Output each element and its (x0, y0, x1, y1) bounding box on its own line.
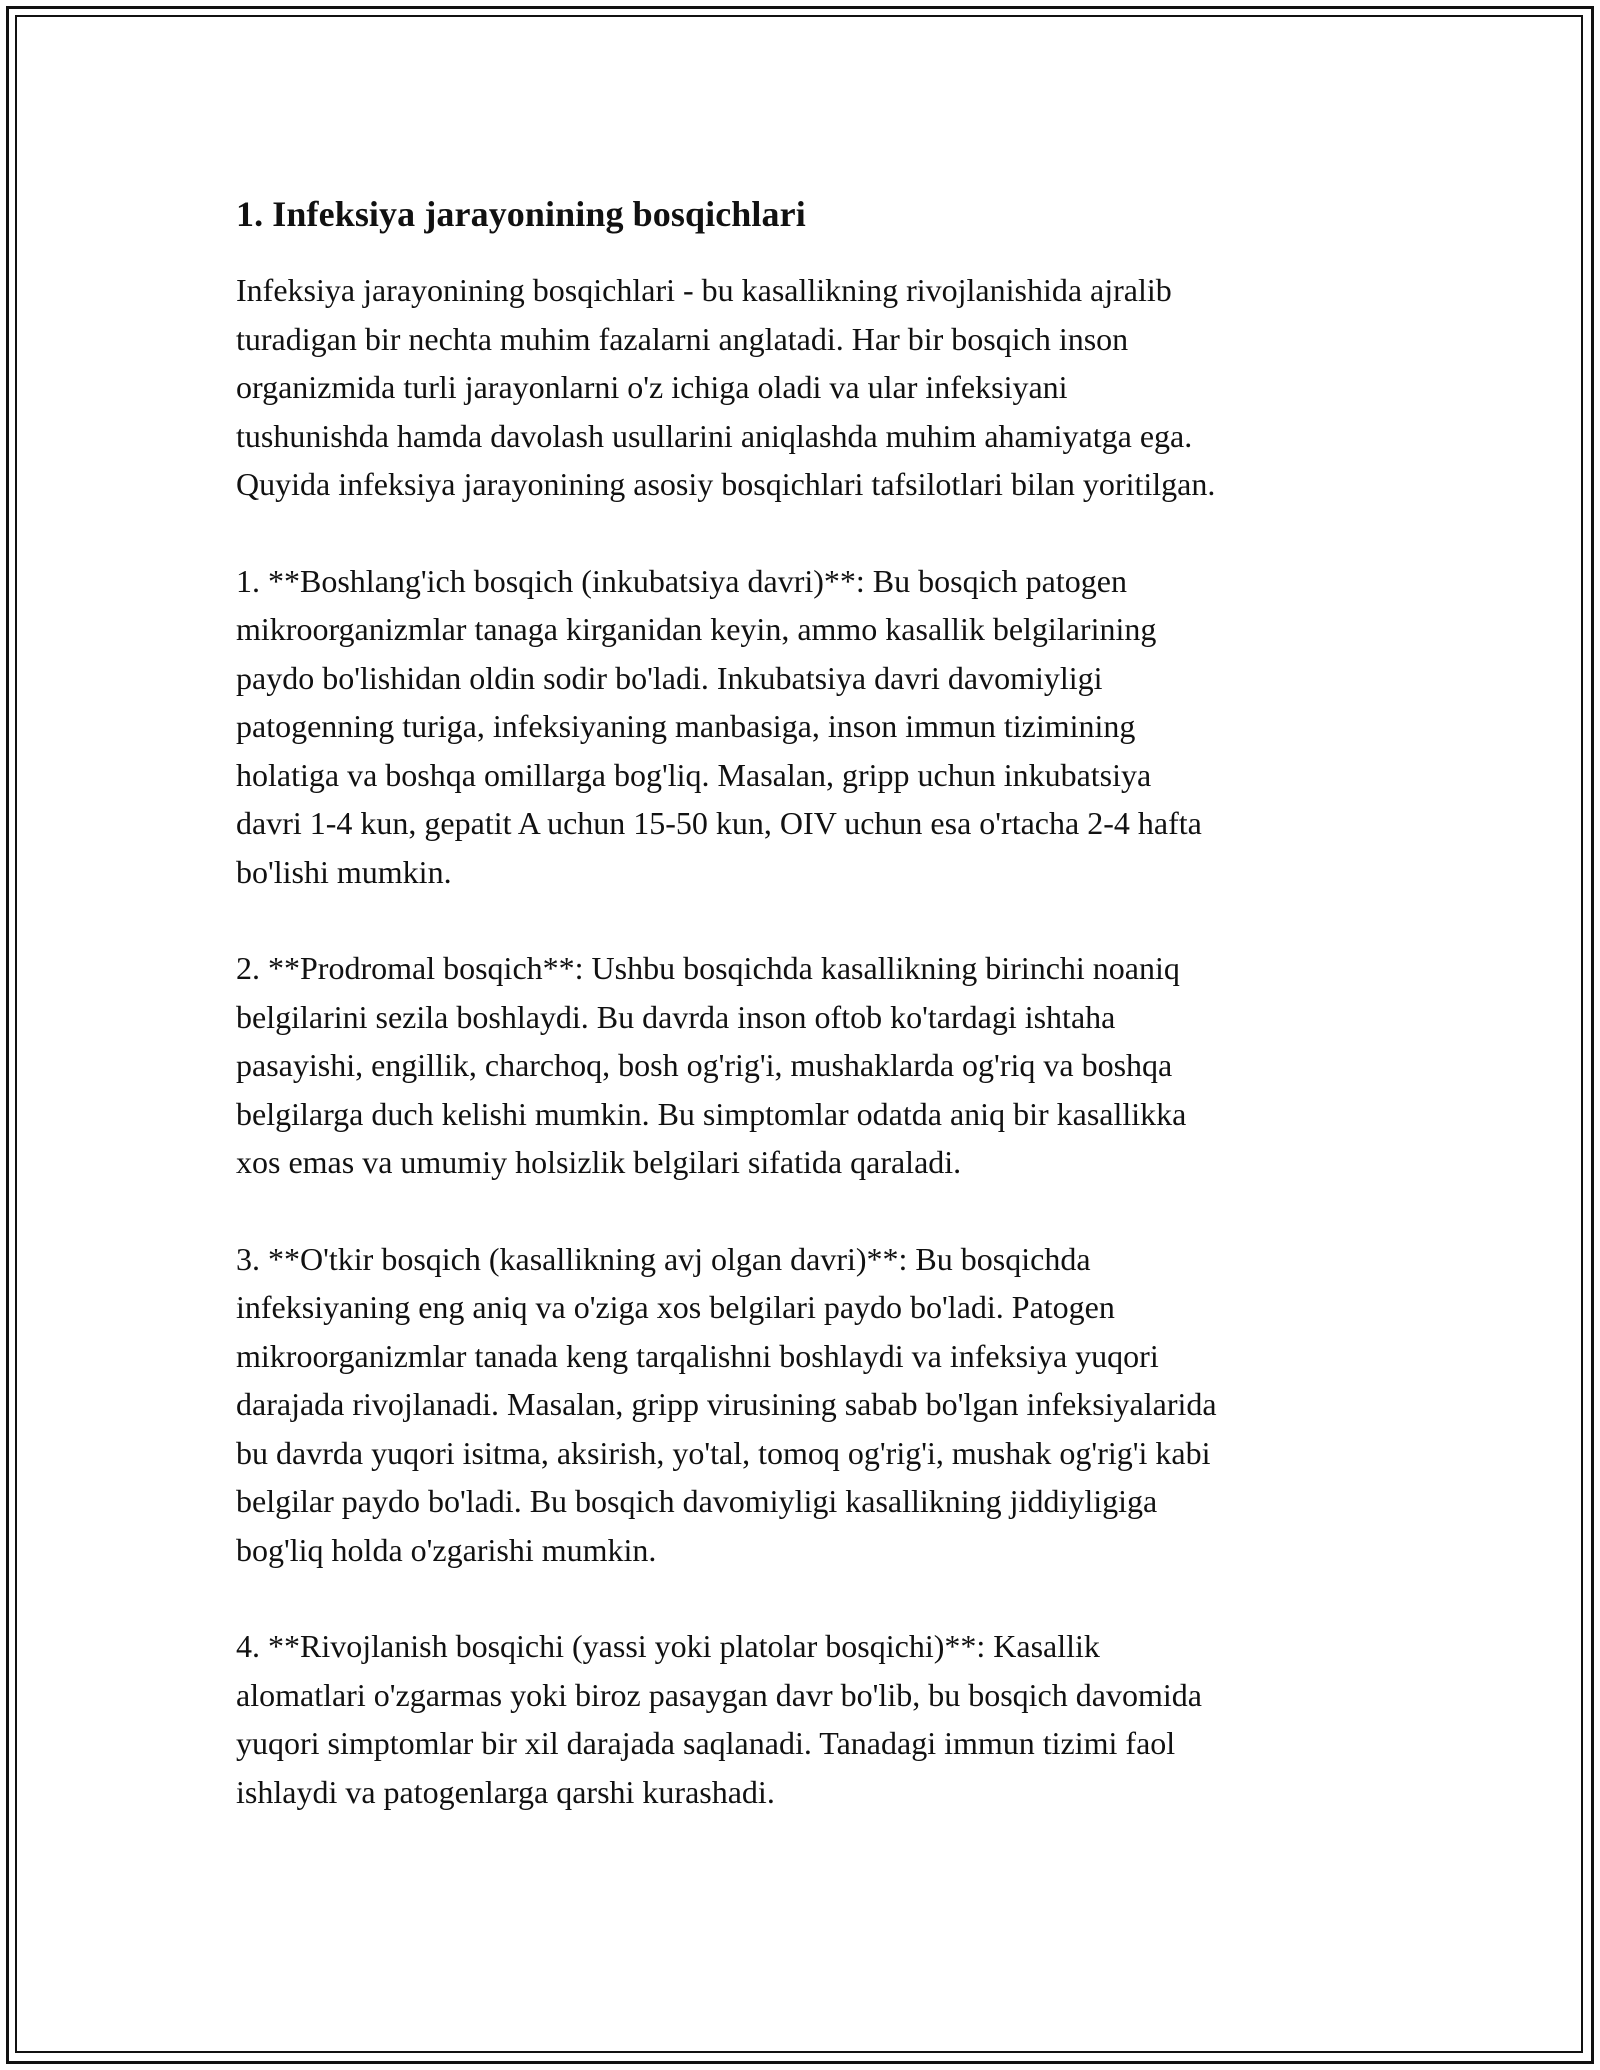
stage-1-paragraph: 1. **Boshlang'ich bosqich (inkubatsiya davri)**: Bu bosqich patogen mikroorganizmlar tanaga kirganidan keyin, ammo kasallik belgilarining paydo bo'lishidan oldin sodir bo'ladi. Inkubatsiya davri davomiyligi patogenning turiga, infeksiyaning manbasiga, inson immun tizimining holatiga va boshqa omillarga bog'liq. Masalan, gripp uchun inkubatsiya davri 1-4 kun, gepatit A uchun 15-50 kun, OIV uchun esa o'rtacha 2-4 hafta bo'lishi mumkin. (236, 562, 1202, 890)
stage-2-paragraph: 2. **Prodromal bosqich**: Ushbu bosqichda kasallikning birinchi noaniq belgilarini sezila boshlaydi. Bu davrda inson oftob ko'tardagi ishtaha pasayishi, engillik, charchoq, bosh og'rig'i, mushaklarda og'riq va boshqa belgilarga duch kelishi mumkin. Bu simptomlar odatda aniq bir kasallikka xos emas va umumiy holsizlik belgilari sifatida qaraladi. (236, 950, 1187, 1180)
stage-4-paragraph: 4. **Rivojlanish bosqichi (yassi yoki platolar bosqichi)**: Kasallik alomatlari o'zgarmas yoki biroz pasaygan davr bo'lib, bu bosqich davomida yuqori simptomlar bir xil darajada saqlanadi. Tanadagi immun tizimi faol ishlaydi va patogenlarga qarshi kurashadi. (236, 1628, 1202, 1810)
intro-paragraph: Infeksiya jarayonining bosqichlari - bu kasallikning rivojlanishida ajralib turadigan bir nechta muhim fazalarni anglatadi. Har bir bosqich inson organizmida turli jarayonlarni o'z ichiga oladi va ular infeksiyani tushunishda hamda davolash usullarini aniqlashda muhim ahamiyatga ega. Quyida infeksiya jarayonining asosiy bosqichlari tafsilotlari bilan yoritilgan. (236, 272, 1216, 502)
section-heading: 1. Infeksiya jarayonining bosqichlari (236, 194, 806, 234)
stage-3-paragraph: 3. **O'tkir bosqich (kasallikning avj olgan davri)**: Bu bosqichda infeksiyaning eng aniq va o'ziga xos belgilari paydo bo'ladi. Patogen mikroorganizmlar tanada keng tarqalishni boshlaydi va infeksiya yuqori darajada rivojlanadi. Masalan, gripp virusining sabab bo'lgan infeksiyalarida bu davrda yuqori isitma, aksirish, yo'tal, tomoq og'rig'i, mushak og'rig'i kabi belgilar paydo bo'ladi. Bu bosqich davomiyligi kasallikning jiddiyligiga bog'liq holda o'zgarishi mumkin. (236, 1240, 1217, 1568)
document-body (236, 180, 1386, 1864)
